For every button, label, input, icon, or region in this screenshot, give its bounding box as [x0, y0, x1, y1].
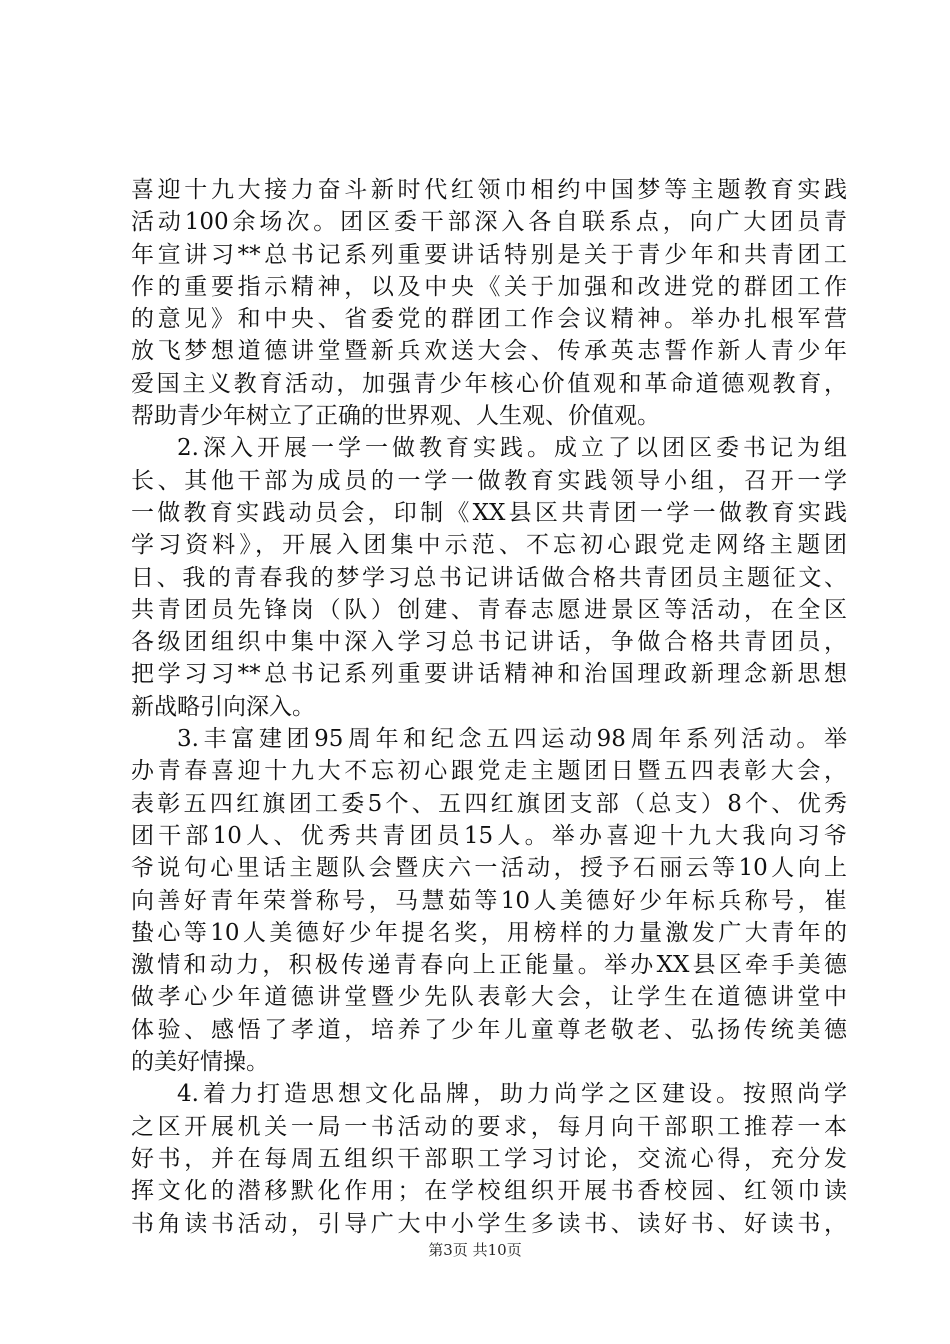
text-line: 体验、感悟了孝道，培养了少年儿童尊老敬老、弘扬传统美德	[131, 1016, 847, 1043]
paragraph-start-line: 4.着力打造思想文化品牌，助力尚学之区建设。按照尚学	[177, 1081, 847, 1108]
text-line: 做孝心少年道德讲堂暨少先队表彰大会，让学生在道德讲堂中	[131, 984, 847, 1011]
text-line: 新战略引向深入。	[131, 693, 315, 720]
text-line: 爱国主义教育活动，加强青少年核心价值观和革命道德观教育，	[131, 370, 847, 397]
paragraph-start-line: 2.深入开展一学一做教育实践。成立了以团区委书记为组	[177, 435, 847, 462]
text-line: 蛰心等10人美德好少年提名奖，用榜样的力量激发广大青年的	[131, 919, 847, 946]
text-line: 书角读书活动，引导广大中小学生多读书、读好书、好读书，	[131, 1210, 847, 1237]
text-line: 帮助青少年树立了正确的世界观、人生观、价值观。	[131, 403, 660, 430]
text-line: 办青春喜迎十九大不忘初心跟党走主题团日暨五四表彰大会，	[131, 758, 847, 785]
text-line: 共青团员先锋岗（队）创建、青春志愿进景区等活动，在全区	[131, 596, 847, 623]
text-line: 长、其他干部为成员的一学一做教育实践领导小组，召开一学	[131, 467, 847, 494]
text-line: 表彰五四红旗团工委5个、五四红旗团支部（总支）8个、优秀	[131, 790, 847, 817]
body-text	[131, 174, 847, 1240]
text-line: 喜迎十九大接力奋斗新时代红领巾相约中国梦等主题教育实践	[131, 177, 847, 203]
text-line: 一做教育实践动员会，印制《XX县区共青团一学一做教育实践	[131, 499, 847, 526]
text-line: 的意见》和中央、省委党的群团工作会议精神。举办扎根军营	[131, 306, 847, 333]
page-number-footer: 第3页 共10页	[428, 1241, 522, 1259]
text-line: 年宣讲习**总书记系列重要讲话特别是关于青少年和共青团工	[131, 241, 847, 268]
text-line: 作的重要指示精神，以及中央《关于加强和改进党的群团工作	[131, 273, 847, 300]
text-line: 爷说句心里话主题队会暨庆六一活动，授予石丽云等10人向上	[131, 855, 847, 882]
text-line: 向善好青年荣誉称号，马慧茹等10人美德好少年标兵称号，崔	[131, 887, 847, 914]
text-line: 激情和动力，积极传递青春向上正能量。举办XX县区牵手美德	[131, 952, 847, 979]
text-line: 之区开展机关一局一书活动的要求，每月向干部职工推荐一本	[131, 1113, 847, 1140]
text-line: 好书，并在每周五组织干部职工学习讨论，交流心得，充分发	[131, 1145, 847, 1172]
text-line: 把学习习**总书记系列重要讲话精神和治国理政新理念新思想	[131, 661, 847, 688]
text-line: 学习资料》，开展入团集中示范、不忘初心跟党走网络主题团	[131, 532, 847, 559]
text-line: 日、我的青春我的梦学习总书记讲话做合格共青团员主题征文、	[131, 564, 847, 591]
paragraph-start-line: 3.丰富建团95周年和纪念五四运动98周年系列活动。举	[177, 726, 847, 753]
text-line: 放飞梦想道德讲堂暨新兵欢送大会、传承英志誓作新人青少年	[131, 338, 847, 365]
text-line: 各级团组织中集中深入学习总书记讲话，争做合格共青团员，	[131, 629, 847, 656]
text-line: 活动100余场次。团区委干部深入各自联系点，向广大团员青	[131, 209, 847, 236]
text-line: 挥文化的潜移默化作用；在学校组织开展书香校园、红领巾读	[131, 1178, 847, 1205]
text-line: 团干部10人、优秀共青团员15人。举办喜迎十九大我向习爷	[131, 822, 847, 849]
text-line: 的美好情操。	[131, 1049, 269, 1076]
